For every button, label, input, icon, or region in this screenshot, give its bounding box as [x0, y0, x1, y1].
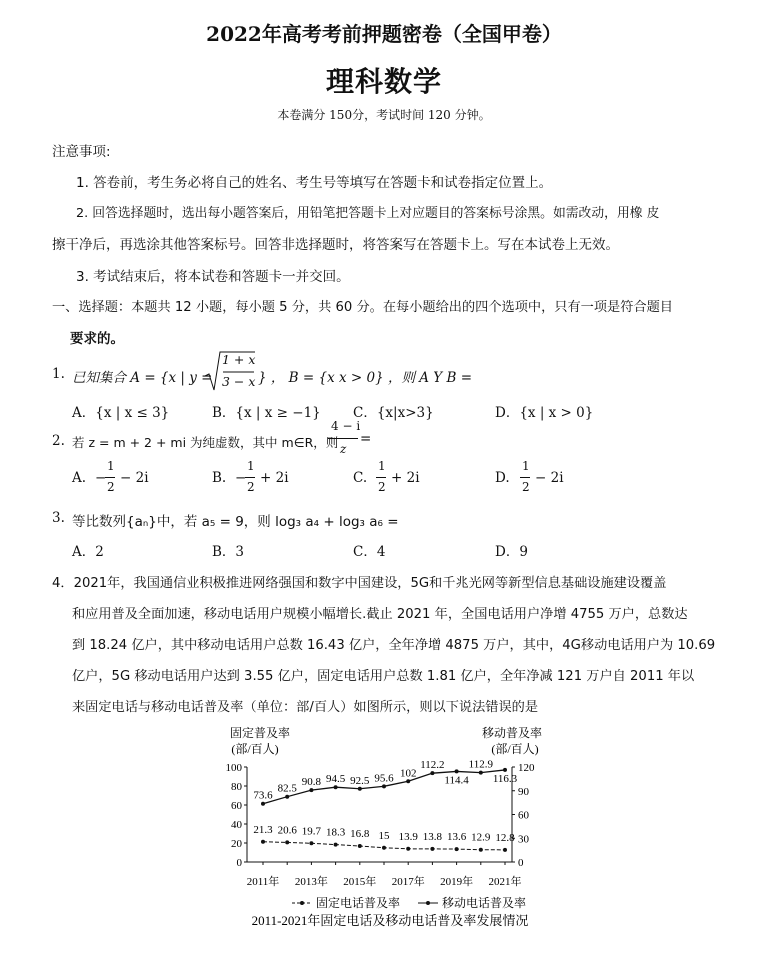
q3-number: 3. — [52, 510, 65, 526]
mobile-rate-label: 116.3 — [492, 772, 518, 785]
q1-option-a: A．{x | x ≤ 3} — [72, 405, 170, 421]
q1-number: 1. — [52, 366, 65, 382]
left-tick-label: 0 — [236, 857, 242, 869]
fixed-rate-label: 13.9 — [398, 830, 418, 843]
right-axis-label-1: 移动普及率 — [481, 726, 543, 740]
fixed-rate-label: 16.8 — [350, 828, 370, 841]
q4-line-5: 来固定电话与移动电话普及率（单位：部/百人）如图所示，则以下说法错误的是 — [72, 700, 539, 715]
fixed-rate-point — [334, 843, 338, 847]
fixed-rate-label: 13.8 — [422, 830, 443, 843]
q2-option-b-sign: − — [235, 470, 247, 486]
legend-mobile-label: 移动电话普及率 — [442, 896, 527, 910]
fixed-rate-label: 12.9 — [471, 831, 491, 844]
mobile-rate-label: 95.6 — [374, 772, 394, 785]
left-tick-label: 100 — [225, 762, 242, 774]
x-tick-label: 2011年 — [246, 876, 280, 888]
mobile-rate-point — [358, 787, 362, 791]
x-tick-label: 2021年 — [488, 876, 522, 888]
fixed-rate-label: 19.7 — [301, 825, 322, 838]
fixed-rate-point — [261, 840, 265, 844]
fixed-rate-label: 18.3 — [325, 826, 346, 839]
left-tick-label: 20 — [231, 838, 242, 850]
q2-option-b-label: B. — [212, 470, 227, 486]
right-tick-label: 60 — [518, 809, 529, 822]
q2-option-d-label: D. — [495, 470, 510, 486]
q2-option-a-tail: − 2i — [120, 470, 149, 486]
left-axis-label-2: (部/百人) — [231, 742, 279, 756]
q2-option-b-num: 1 — [247, 459, 255, 473]
q2-frac-num: 4 − i — [331, 419, 361, 433]
q3-stem: 等比数列{aₙ}中，若 a₅ = 9，则 log₃ a₄ + log₃ a₆ = — [72, 514, 399, 530]
exam-meta: 本卷满分 150分，考试时间 120 分钟。 — [277, 108, 491, 122]
mobile-rate-label: 112.9 — [468, 758, 493, 771]
mobile-rate-point — [455, 769, 459, 773]
section-heading-cont: 要求的。 — [70, 331, 124, 347]
q4-line-1: 4．2021年，我国通信业积极推进网络强国和数字中国建设，5G和千兆光网等新型信息基础设施建设覆盖 — [52, 576, 667, 591]
q3-option-d: D．9 — [495, 544, 528, 560]
left-tick-label: 60 — [231, 800, 242, 812]
q2-option-b-den: 2 — [247, 480, 255, 494]
q2-option-b-tail: + 2i — [260, 470, 289, 486]
fixed-rate-label: 20.6 — [277, 824, 297, 837]
mobile-rate-label: 82.5 — [277, 782, 297, 795]
fixed-rate-label: 15 — [378, 829, 390, 842]
exam-title: 2022年高考考前押题密卷（全国甲卷） — [206, 22, 562, 46]
notice-item-3: 3. 考试结束后，将本试卷和答题卡一并交回。 — [76, 269, 350, 285]
fixed-rate-label: 13.6 — [446, 831, 467, 844]
q3-option-b: B．3 — [212, 544, 245, 560]
q2-option-d-den: 2 — [522, 480, 530, 494]
mobile-rate-point — [503, 768, 507, 772]
mobile-rate-label: 112.2 — [420, 759, 445, 772]
notice-item-2: 2. 回答选择题时，选出每小题答案后，用铅笔把答题卡上对应题目的答案标号涂黑。如需改动，用橡 皮 — [76, 206, 660, 221]
left-tick-label: 40 — [231, 819, 242, 831]
mobile-rate-point — [309, 788, 313, 792]
fixed-rate-point — [406, 847, 410, 851]
q4-line-3: 到 18.24 亿户，其中移动电话用户总数 16.43 亿户，全年净增 4875 万户，其中，4G移动电话用户为 10.69 — [72, 638, 716, 653]
q3-option-a: A．2 — [72, 544, 104, 560]
q1-stem-b: } ， B = {x x > 0} ，则 A Y B = — [258, 370, 473, 386]
q2-option-d-bar — [520, 477, 530, 478]
fixed-rate-point — [503, 848, 507, 852]
q2-option-a-sign: − — [95, 470, 107, 486]
right-axis-label-2: (部/百人) — [491, 742, 539, 756]
notice-item-2-cont: 擦干净后，再选涂其他答案标号。回答非选择题时，将答案写在答题卡上。写在本试卷上无效。 — [52, 237, 619, 253]
q2-option-a-den: 2 — [107, 480, 115, 494]
q2-equals: = — [360, 431, 372, 447]
q2-frac-den: z — [340, 442, 347, 456]
q2-option-a-label: A. — [72, 470, 87, 486]
q2-option-c-bar — [376, 477, 386, 478]
q4-line-4: 亿户，5G 移动电话用户达到 3.55 亿户，固定电话用户总数 1.81 亿户，全年净减 121 万户自 2011 年以 — [72, 669, 695, 684]
x-tick-label: 2015年 — [343, 876, 377, 888]
q1-option-c: C．{x|x>3} — [353, 405, 434, 421]
mobile-rate-label: 102 — [399, 767, 417, 780]
x-tick-label: 2013年 — [294, 876, 328, 888]
q2-option-c-den: 2 — [378, 480, 386, 494]
section-heading: 一、选择题：本题共 12 小题，每小题 5 分，共 60 分。在每小题给出的四个选项中，只有一项是符合题目 — [52, 300, 673, 315]
mobile-rate-point — [430, 771, 434, 775]
fixed-rate-point — [358, 844, 362, 848]
q2-option-d-num: 1 — [522, 459, 530, 473]
fixed-rate-point — [430, 847, 434, 851]
chart-title: 2011-2021年固定电话及移动电话普及率发展情况 — [251, 913, 529, 928]
q1-option-d: D．{x | x > 0} — [495, 405, 594, 421]
fixed-rate-point — [309, 841, 313, 845]
q1-option-b: B．{x | x ≥ −1} — [212, 405, 321, 421]
q2-option-a-bar — [105, 477, 115, 478]
fixed-rate-point — [382, 846, 386, 850]
fixed-rate-point — [479, 848, 483, 852]
x-tick-label: 2019年 — [440, 876, 474, 888]
mobile-rate-point — [479, 771, 483, 775]
mobile-rate-label: 114.4 — [444, 774, 469, 787]
legend-mobile-marker — [426, 901, 430, 905]
right-tick-label: 120 — [518, 762, 535, 774]
mobile-rate-label: 92.5 — [350, 774, 370, 787]
q2-frac-bar — [328, 438, 358, 439]
q2-option-c-tail: + 2i — [391, 470, 420, 486]
fixed-rate-label: 21.3 — [253, 823, 273, 836]
q2-stem: 若 z = m + 2 + mi 为纯虚数，其中 m∈R，则 — [72, 435, 339, 450]
fixed-rate-point — [285, 840, 289, 844]
q2-option-c-label: C. — [353, 470, 368, 486]
mobile-rate-point — [406, 779, 410, 783]
right-tick-label: 30 — [518, 833, 529, 846]
mobile-rate-point — [261, 802, 265, 806]
legend-fixed-label: 固定电话普及率 — [316, 896, 401, 910]
q2-option-b-bar — [245, 477, 255, 478]
mobile-rate-point — [285, 795, 289, 799]
mobile-rate-label: 94.5 — [325, 773, 346, 786]
fixed-rate-point — [455, 847, 459, 851]
notice-heading: 注意事项: — [52, 144, 111, 160]
legend-fixed-marker — [300, 901, 304, 905]
mobile-rate-point — [334, 785, 338, 789]
q1-frac-num: 1 + x — [222, 352, 256, 367]
left-tick-label: 80 — [231, 781, 242, 793]
mobile-rate-label: 73.6 — [253, 789, 273, 802]
x-tick-label: 2017年 — [391, 876, 425, 888]
q4-line-2: 和应用普及全面加速，移动电话用户规模小幅增长.截止 2021 年，全国电话用户净增 4755 万户，总数达 — [72, 607, 688, 622]
right-tick-label: 0 — [518, 857, 524, 869]
right-tick-label: 90 — [518, 785, 529, 798]
q1-stem-a: 已知集合 A = {x | y = — [72, 370, 213, 386]
notice-item-1: 1. 答卷前，考生务必将自己的姓名、考生号等填写在答题卡和试卷指定位置上。 — [76, 175, 553, 191]
chart-legend — [292, 895, 526, 910]
left-axis-label-1: 固定普及率 — [229, 726, 291, 740]
q3-option-c: C．4 — [353, 544, 386, 560]
q1-frac-den: 3 − x — [222, 374, 256, 389]
q2-option-c-num: 1 — [378, 459, 386, 473]
mobile-rate-label: 90.8 — [301, 776, 322, 789]
q2-option-d-tail: − 2i — [535, 470, 564, 486]
exam-subject: 理科数学 — [325, 65, 442, 98]
mobile-rate-point — [382, 784, 386, 788]
q2-number: 2. — [52, 433, 65, 449]
q2-option-a-num: 1 — [107, 459, 115, 473]
fixed-rate-label: 12.8 — [495, 831, 515, 844]
penetration-rate-chart — [0, 720, 768, 978]
